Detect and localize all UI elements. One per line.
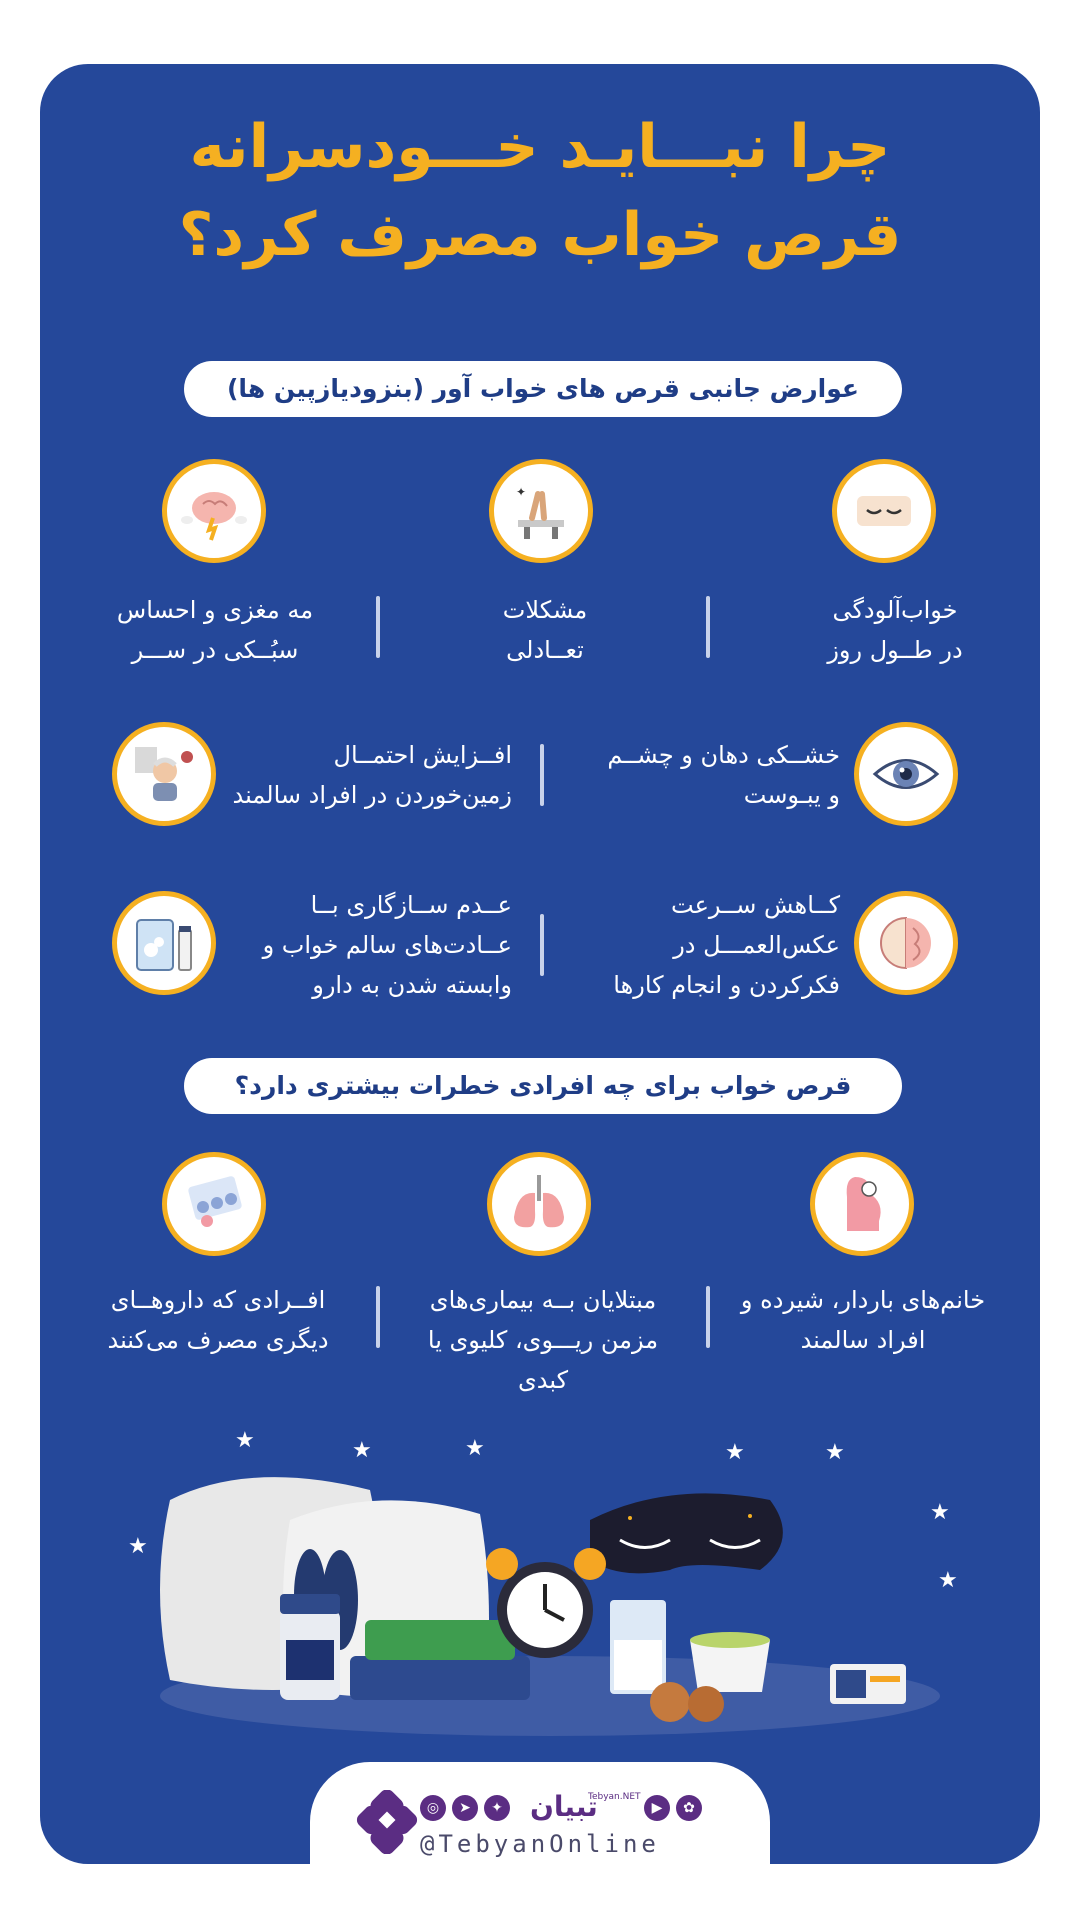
label-line: تعــادلی [506, 636, 584, 664]
label-line: مشکلات [502, 596, 588, 624]
twitter-icon[interactable]: ✦ [484, 1795, 510, 1821]
social-icons [420, 1795, 510, 1821]
side-effect-fall-risk [232, 735, 512, 815]
eye-icon [854, 722, 958, 826]
risk-group-pregnant [728, 1280, 998, 1360]
label-line: خانم‌های باردار، شیرده و [740, 1286, 986, 1314]
medicine-bottle-icon [112, 891, 216, 995]
star-icon: ★ [352, 1438, 372, 1463]
label-line: خواب‌آلودگی [832, 596, 958, 624]
cookie-icon [650, 1682, 690, 1722]
label-line: در طــول روز [827, 636, 963, 664]
label-line: مبتلایان بــه بیماری‌های [429, 1286, 657, 1314]
divider [376, 596, 380, 658]
bedtime-illustration [150, 1460, 950, 1740]
divider [540, 914, 544, 976]
aparat-icon[interactable]: ✿ [676, 1795, 702, 1821]
book-icon [365, 1620, 515, 1660]
label-line: عــدم ســازگاری بــا [310, 891, 512, 919]
star-icon: ★ [725, 1440, 745, 1465]
telegram-icon[interactable]: ➤ [452, 1795, 478, 1821]
instagram-icon[interactable]: ◎ [420, 1795, 446, 1821]
title-line-2: قرص خواب مصرف کرد؟ [178, 200, 902, 270]
pregnant-icon [810, 1152, 914, 1256]
divider [706, 596, 710, 658]
label-line: عکس‌العمـــل در [673, 931, 840, 959]
star-icon: ★ [930, 1500, 950, 1525]
star-icon: ★ [938, 1568, 958, 1593]
label-line: فکرکردن و انجام کارها [613, 971, 840, 999]
brand-small: Tebyan.NET [588, 1792, 641, 1802]
social-icons-right [644, 1795, 702, 1821]
star-icon: ★ [465, 1436, 485, 1461]
section-2-heading: قرص خواب برای چه افرادی خطرات بیشتری دارد؟ [184, 1058, 902, 1114]
youtube-icon[interactable]: ▶ [644, 1795, 670, 1821]
side-effect-balance [470, 590, 620, 670]
star-icon: ★ [825, 1440, 845, 1465]
brain-icon [162, 459, 266, 563]
divider [706, 1286, 710, 1348]
divider [376, 1286, 380, 1348]
label-line: افــرادی که داروهــای [110, 1286, 326, 1314]
title-line-1: چرا نبـــایـد خـــودسرانه [189, 112, 891, 182]
lungs-icon [487, 1152, 591, 1256]
label-line: کبدی [517, 1366, 569, 1394]
label-line: مه مغزی و احساس [116, 596, 314, 624]
label-line: و یبـوست [743, 781, 840, 809]
side-effect-dry-mouth [560, 735, 840, 815]
risk-group-chronic-disease [408, 1280, 678, 1400]
risk-group-other-medication [78, 1280, 358, 1360]
label-line: افراد سالمند [800, 1326, 926, 1354]
divider [540, 744, 544, 806]
label-line: کــاهش ســرعت [671, 891, 840, 919]
side-effect-dependency [232, 885, 512, 1005]
star-icon: ★ [128, 1534, 148, 1559]
brain-half-icon [854, 891, 958, 995]
tebyan-logo-icon [355, 1790, 419, 1854]
side-effect-slow-reaction [560, 885, 840, 1005]
pills-icon [162, 1152, 266, 1256]
balance-beam-icon [489, 459, 593, 563]
label-line: خشــکی دهان و چشــم [607, 741, 840, 769]
label-line: سبُــکی در ســـر [131, 636, 299, 664]
social-handle[interactable]: @TebyanOnline [420, 1830, 660, 1858]
label-line: وابسته شدن به دارو [312, 971, 512, 999]
closed-eyes-icon [832, 459, 936, 563]
brand-name: تبیان [530, 1790, 598, 1823]
svg-text:✦: ✦ [516, 485, 527, 499]
elderly-fall-icon [112, 722, 216, 826]
label-line: مزمن ریـــوی، کلیوی یا [427, 1326, 659, 1354]
sleep-mask-icon [590, 1493, 783, 1573]
side-effect-brain-fog [100, 590, 330, 670]
section-1-heading: عوارض جانبی قرص های خواب آور (بنزودیازپین ها) [184, 361, 902, 417]
side-effect-drowsiness [815, 590, 975, 670]
book-icon [350, 1656, 530, 1700]
label-line: زمین‌خوردن در افراد سالمند [232, 781, 512, 809]
cookie-icon [688, 1686, 724, 1722]
label-line: دیگری مصرف می‌کنند [107, 1326, 329, 1354]
label-line: عــادت‌های سالم خواب و [262, 931, 512, 959]
label-line: افــزایش احتمــال [333, 741, 512, 769]
star-icon: ★ [235, 1428, 255, 1453]
